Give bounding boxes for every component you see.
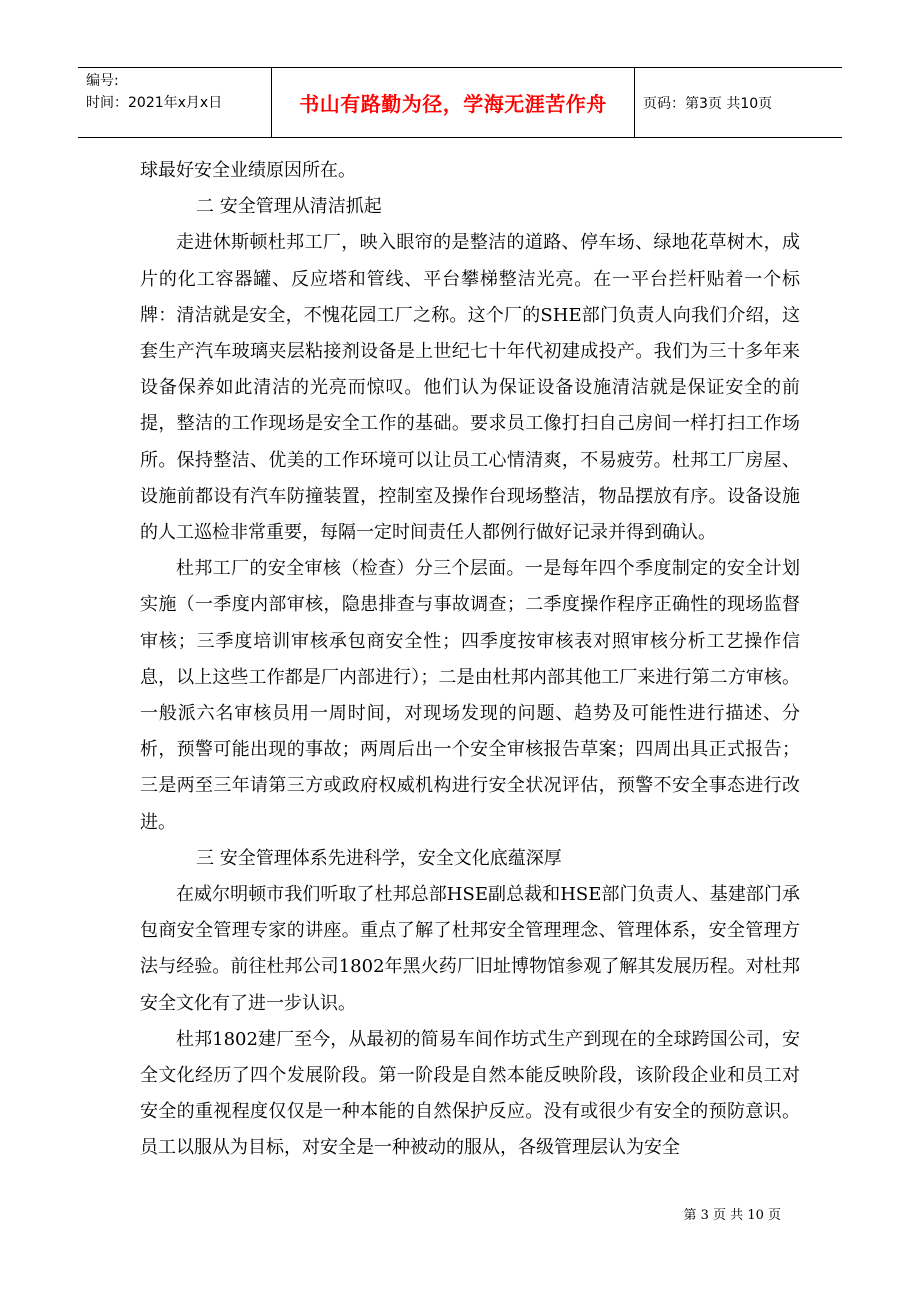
motto: 书山有路勤为径，学海无涯苦作舟 [272,68,635,137]
paragraph: 在威尔明顿市我们听取了杜邦总部HSE副总裁和HSE部门负责人、基建部门承包商安全管理专家的讲座。重点了解了杜邦安全管理理念、管理体系，安全管理方法与经验。前往杜邦公司1802年黑火药厂旧址博物馆参观了解其发展历程。对杜邦安全文化有了进一步认识。 [140,884,800,1014]
paragraph: 走进休斯顿杜邦工厂，映入眼帘的是整洁的道路、停车场、绿地花草树木，成片的化工容器罐、反应塔和管线、平台攀梯整洁光亮。在一平台拦杆贴着一个标牌：清洁就是安全，不愧花园工厂之称。这个厂的SHE部门负责人向我们介绍，这套生产汽车玻璃夹层粘接剂设备是上世纪七十年代初建成投产。我们为三十多年来设备保养如此清洁的光亮而惊叹。他们认为保证设备设施清洁就是保证安全的前提，整洁的工作现场是安全工作的基础。要求员工像打扫自己房间一样打扫工作场所。保持整洁、优美的工作环境可以让员工心情清爽，不易疲劳。杜邦工厂房屋、设施前都设有汽车防撞装置，控制室及操作台现场整洁，物品摆放有序。设备设施的人工巡检非常重要，每隔一定时间责任人都例行做好记录并得到确认。 [140,232,800,544]
document-body [140,153,800,1167]
time-label: 时间：2021年x月x日 [86,95,223,111]
section-heading: 二 安全管理从清洁抓起 [196,196,382,218]
paragraph: 杜邦工厂的安全审核（检查）分三个层面。一是每年四个季度制定的安全计划实施（一季度内部审核，隐患排查与事故调查；二季度操作程序正确性的现场监督审核；三季度培训审核承包商安全性；四季度按审核表对照审核分析工艺操作信息，以上这些工作都是厂内部进行）；二是由杜邦内部其他工厂来进行第二方审核。一般派六名审核员用一周时间，对现场发现的问题、趋势及可能性进行描述、分析，预警可能出现的事故；两周后出一个安全审核报告草案；四周出具正式报告；三是两至三年请第三方或政府权威机构进行安全状况评估，预警不安全事态进行改进。 [140,558,800,833]
header-table [78,67,842,138]
header-meta-cell [78,68,272,137]
code-label: 编号: [86,73,119,89]
page-label: 页码：第3页 共10页 [643,95,773,112]
section-heading: 三 安全管理体系先进科学，安全文化底蕴深厚 [196,847,562,869]
paragraph: 杜邦1802建厂至今，从最初的简易车间作坊式生产到现在的全球跨国公司，安全文化经历了四个发展阶段。第一阶段是自然本能反映阶段，该阶段企业和员工对安全的重视程度仅仅是一种本能的自然保护反应。没有或很少有安全的预防意识。员工以服从为目标，对安全是一种被动的服从，各级管理层认为安全 [140,1028,800,1159]
page-footer: 第 3 页 共 10 页 [683,1208,781,1223]
paragraph: 球最好安全业绩原因所在。 [140,160,356,181]
